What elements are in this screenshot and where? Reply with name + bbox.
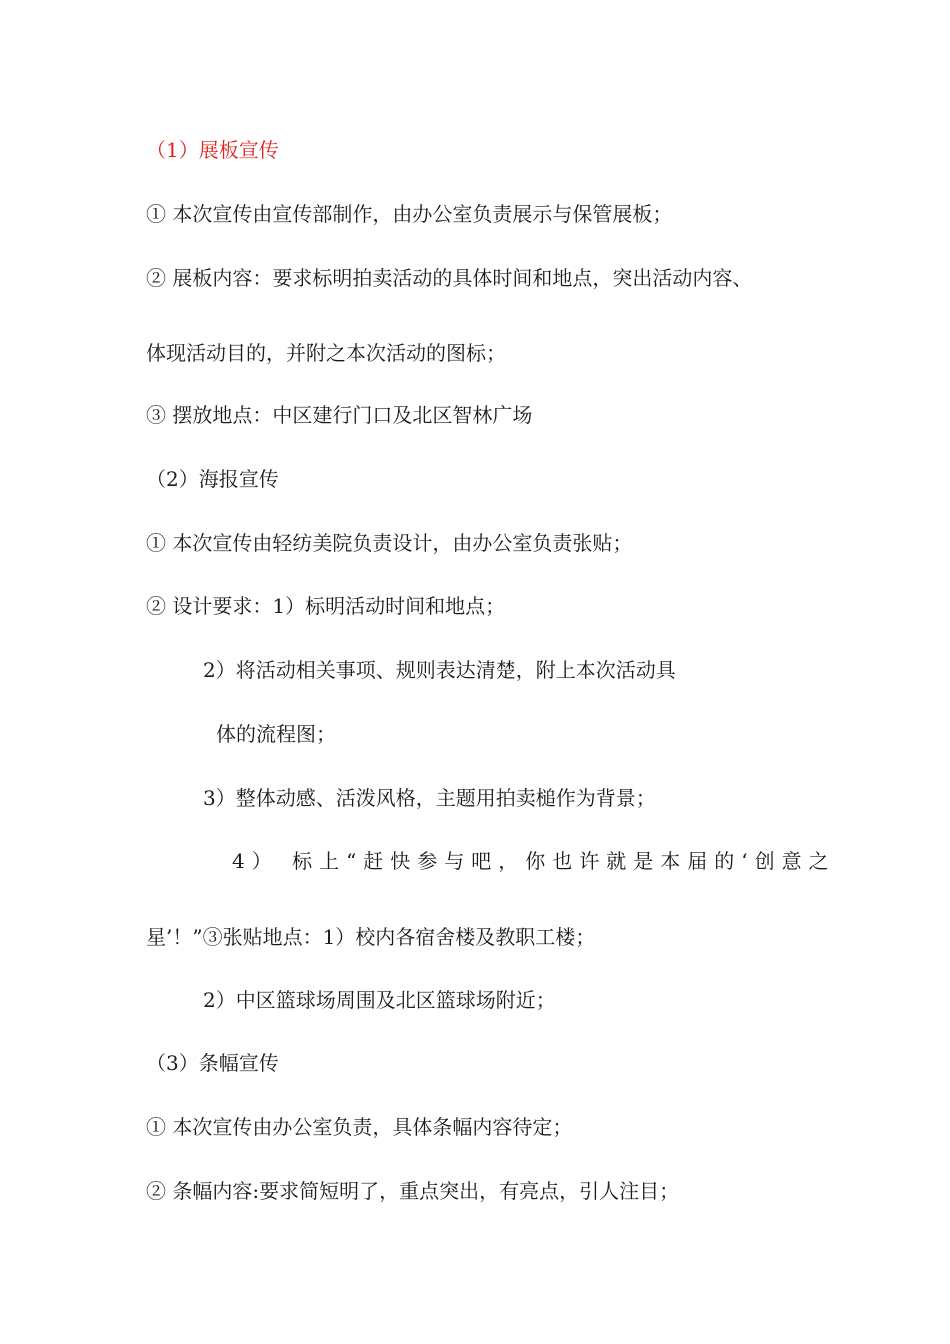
section-2-item-2: ② 设计要求：1）标明活动时间和地点； (146, 594, 506, 618)
section-2-item-2-sub-4-line-2: 星’！”③张贴地点：1）校内各宿舍楼及教职工楼； (146, 925, 596, 949)
section-1-item-3: ③ 摆放地点：中区建行门口及北区智林广场 (146, 403, 533, 427)
section-2-heading: （2）海报宣传 (146, 467, 279, 491)
section-2-item-2-sub-2-line-1: 2）将活动相关事项、规则表达清楚，附上本次活动具 (203, 658, 676, 682)
section-1-heading: （1）展板宣传 (146, 138, 279, 162)
section-1-item-1: ① 本次宣传由宣传部制作，由办公室负责展示与保管展板； (146, 202, 673, 226)
section-2-item-3-sub-2: 2）中区篮球场周围及北区篮球场附近； (203, 988, 556, 1012)
section-2-item-2-sub-2-line-2: 体的流程图； (216, 722, 336, 746)
section-1-item-2-line-1: ② 展板内容：要求标明拍卖活动的具体时间和地点，突出活动内容、 (146, 266, 753, 290)
section-3-item-1: ① 本次宣传由办公室负责，具体条幅内容待定； (146, 1115, 573, 1139)
section-3-item-2: ② 条幅内容:要求简短明了，重点突出，有亮点，引人注目； (146, 1179, 680, 1203)
section-1-item-2-line-2: 体现活动目的，并附之本次活动的图标； (146, 341, 506, 365)
section-2-item-2-sub-4-line-1: 4） 标上“赶快参与吧，你也许就是本届的‘创意之 (232, 849, 836, 873)
section-2-item-2-sub-3: 3）整体动感、活泼风格，主题用拍卖槌作为背景； (203, 786, 656, 810)
section-3-heading: （3）条幅宣传 (146, 1051, 279, 1075)
section-2-item-1: ① 本次宣传由轻纺美院负责设计，由办公室负责张贴； (146, 531, 633, 555)
